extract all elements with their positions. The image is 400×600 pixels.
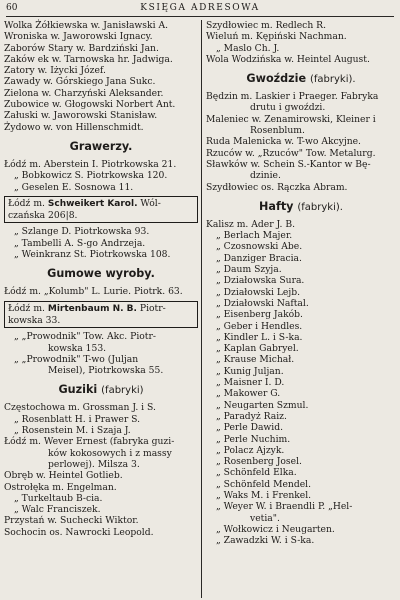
- list-item: Żydowo w. von Hillenschmidt.: [4, 121, 144, 133]
- list-item: „ Działowski Naftal.: [216, 297, 309, 309]
- list-item: „ Perle Dawid.: [216, 422, 284, 434]
- list-item: „ Berlach Majer.: [216, 230, 293, 242]
- list-item: Łódź m. Aberstein I. Piotrkowska 21.: [4, 158, 177, 170]
- list-item: „ Makower G.: [216, 388, 281, 400]
- list-item: „ Zawadzki W. i S-ka.: [216, 535, 315, 547]
- list-item: „ Waks M. i Frenkel.: [216, 489, 312, 501]
- list-item: „ Działowski Lejb.: [216, 286, 301, 298]
- boxed-entry-continuation: kowska 33.: [8, 314, 61, 326]
- left-column: [4, 20, 198, 538]
- list-item: Szydłowiec m. Redlech R.: [206, 20, 327, 31]
- list-item: Przystań w. Suchecki Wiktor.: [4, 515, 139, 527]
- list-item: Częstochowa m. Grossman J. i S.: [4, 402, 156, 414]
- list-item-continuation: ków kokosowych i z massy: [48, 447, 172, 459]
- list-item: „ Eisenberg Jakób.: [216, 309, 303, 321]
- list-item: Rzuców w. „Rzuców" Tow. Metalurg.: [206, 147, 376, 159]
- list-item: Obręb w. Heintel Gotlieb.: [4, 470, 123, 482]
- list-item: „ Turkeltaub B-cia.: [14, 492, 103, 504]
- list-item: „ Działowska Sura.: [216, 275, 305, 287]
- boxed-entry-name: Schweikert Karol.: [47, 198, 138, 209]
- section-heading-title: Guziki: [58, 383, 98, 397]
- list-item: Łódź m. „Kolumb" L. Lurie. Piotrk. 63.: [4, 286, 183, 298]
- list-item: „ Krause Michał.: [216, 354, 295, 366]
- running-title: KSIĘGA ADRESOWA: [140, 3, 260, 13]
- list-item: „ Szlange D. Piotrkowska 93.: [14, 226, 150, 238]
- section-heading-title: Gwoździe: [246, 72, 307, 86]
- section-heading-subtitle: (fabryki).: [310, 74, 356, 86]
- list-item: „ Geselen E. Sosnowa 11.: [14, 181, 134, 193]
- list-item: „ Maisner I. D.: [216, 377, 285, 389]
- boxed-entry-mirtenbaum: [4, 301, 198, 329]
- list-item: „ Weinkranz St. Piotrkowska 108.: [14, 249, 171, 261]
- page-number: 60: [6, 3, 18, 13]
- left-top-list: [4, 20, 198, 133]
- list-item-continuation: perlowej). Milsza 3.: [48, 458, 140, 470]
- section-heading-guziki: [4, 383, 198, 396]
- list-item: „ Weyer W. i Braendli P. „Hel-: [216, 501, 353, 513]
- list-item: „ Rosenblatt H. i Prawer S.: [14, 413, 141, 425]
- list-item: Zawady w. Górskiego Jana Sukc.: [4, 76, 156, 88]
- list-item-continuation: kowska 153.: [48, 342, 107, 354]
- list-item: „ Czosnowski Abe.: [216, 241, 303, 253]
- list-item: Ostrołęka m. Engelman.: [4, 481, 117, 493]
- list-item: „ Paradyż Raiz.: [216, 410, 287, 422]
- section-heading-title: Hafty: [259, 199, 294, 213]
- list-item: Ruda Malenicka w. T-wo Akcyjne.: [206, 136, 361, 148]
- list-item: „ Kaplan Gabryel.: [216, 343, 299, 355]
- list-item-continuation: drutu i gwoździ.: [250, 102, 326, 114]
- list-item: „ Bobkowicz S. Piotrkowska 120.: [14, 170, 168, 182]
- column-divider: [201, 20, 202, 598]
- list-item: „ Perle Nuchim.: [216, 433, 291, 445]
- section-heading-gwozdzie: [206, 72, 396, 85]
- boxed-entry-prefix: Łódź m.: [8, 302, 45, 314]
- list-item: „ Kunig Juljan.: [216, 365, 284, 377]
- list-item: Zaborów Stary w. Bardziński Jan.: [4, 42, 159, 54]
- list-item: „ Rosenstein M. i Szaja J.: [14, 425, 131, 437]
- list-item: Zaków ek w. Tarnowska hr. Jadwiga.: [4, 53, 173, 65]
- list-item-continuation: Rosenblum.: [250, 125, 305, 137]
- section-heading-hafty: [206, 200, 396, 213]
- list-item: „ Maslo Ch. J.: [216, 42, 280, 54]
- boxed-entry-schweikert: [4, 196, 198, 224]
- list-item: Sochocin os. Nawrocki Leopold.: [4, 526, 154, 538]
- list-item-continuation: vetia".: [250, 512, 280, 524]
- list-item: „ Polacz Ajzyk.: [216, 444, 285, 456]
- list-item: Załuski w. Jaworowski Stanisław.: [4, 110, 158, 122]
- list-item: „ „Prowodnik" Tow. Akc. Piotr-: [14, 331, 156, 343]
- list-item: Łódź m. Wever Ernest (fabryka guzi-: [4, 436, 175, 448]
- boxed-entry-prefix: Łódź m.: [8, 197, 45, 209]
- section-heading-subtitle: (fabryki).: [297, 201, 343, 213]
- list-item: Szydłowiec os. Rączka Abram.: [206, 181, 348, 193]
- list-item-continuation: dzinie.: [250, 170, 281, 182]
- list-item: Zatory w. Iżycki Józef.: [4, 65, 106, 77]
- boxed-entry-name: Mirtenbaum N. B.: [47, 303, 137, 314]
- list-item: Wolka Żółkiewska w. Janisławski A.: [4, 20, 168, 31]
- section-heading-subtitle: (fabryki): [101, 385, 144, 397]
- section-heading-gumowe: Gumowe wyroby.: [47, 267, 155, 281]
- list-item: Wieluń m. Kępiński Nachman.: [206, 31, 347, 43]
- boxed-entry-line: [8, 198, 194, 210]
- list-item: Maleniec w. Zenamirowski, Kleiner i: [206, 113, 376, 125]
- boxed-entry-line: [8, 303, 194, 315]
- list-item: Wola Wodzińska w. Heintel August.: [206, 53, 370, 65]
- list-item: Zielona w. Charzyński Aleksander.: [4, 87, 164, 99]
- list-item: Kalisz m. Ader J. B.: [206, 218, 295, 230]
- boxed-entry-rest: Piotr-: [139, 302, 166, 314]
- list-item: „ Wołkowicz i Neugarten.: [216, 523, 335, 535]
- list-item: „ Rosenberg Josel.: [216, 456, 302, 468]
- section-heading-grawerzy: Grawerzy.: [69, 139, 133, 153]
- list-item: „ Danziger Bracia.: [216, 252, 302, 264]
- boxed-entry-continuation: czańska 206|8.: [8, 210, 78, 222]
- list-item: „ „Prowodnik" T-wo (Juljan: [14, 353, 139, 365]
- list-item: „ Geber i Hendles.: [216, 320, 303, 332]
- list-item: „ Walc Franciszek.: [14, 504, 101, 516]
- list-item: Sławków w. Schein S.-Kantor w Bę-: [206, 158, 371, 170]
- list-item: „ Schönfeld Mendel.: [216, 478, 312, 490]
- list-item: „ Tambelli A. S-go Andrzeja.: [14, 237, 146, 249]
- list-item-continuation: Meisel), Piotrkowska 55.: [48, 365, 164, 377]
- list-item: Zubowice w. Głogowski Norbert Ant.: [4, 99, 176, 111]
- page-header: [6, 2, 394, 17]
- boxed-entry-rest: Wól-: [140, 197, 161, 209]
- list-item: Wroniska w. Jaworowski Ignacy.: [4, 31, 153, 43]
- list-item: „ Schönfeld Elka.: [216, 467, 297, 479]
- list-item: „ Kindler L. i S-ka.: [216, 331, 303, 343]
- list-item: „ Daum Szyja.: [216, 264, 282, 276]
- right-column: [206, 20, 396, 546]
- list-item: „ Neugarten Szmul.: [216, 399, 309, 411]
- list-item: Będzin m. Laskier i Praeger. Fabryka: [206, 91, 379, 103]
